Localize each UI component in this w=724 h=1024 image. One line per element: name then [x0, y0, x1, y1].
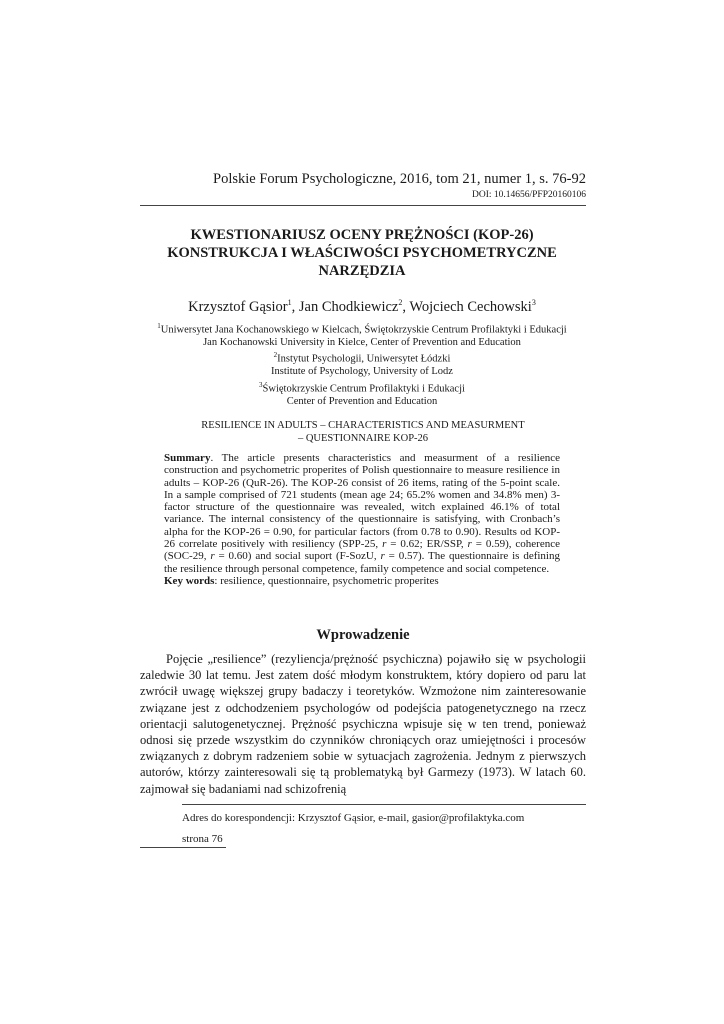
summary-abstract — [164, 452, 560, 587]
affiliations — [120, 320, 604, 408]
keywords: Key words: resilience, questionnaire, psychometric properites — [164, 574, 439, 587]
title-line: KONSTRUKCJA I WŁAŚCIWOŚCI PSYCHOMETRYCZNE — [167, 245, 557, 261]
summary-label: Summary — [164, 452, 211, 464]
title-line: NARZĘDZIA — [318, 263, 406, 279]
body-paragraph: Pojęcie „resilience” (rezyliencja/prężność psychiczna) pojawiło się w psychologii zaledwie 30 lat temu. Jest zatem dość młodym konstruktem, który dopiero od paru lat zwrócił uwagę większej grupy badaczy i teoretyków. Wzmożone nim zainteresowanie związane jest z odchodzeniem psychologów od podejścia patogenetycznego na rzecz orientacji salutogenetycznej. Prężność psychiczna wpisuje się w ten trend, ponieważ odnosi się przede wszystkim do czynników chroniących oraz umiejętności i procesów związanych z dobrym radzeniem sobie w sytuacjach zagrożenia. Jednym z pierwszych autorów, którzy zainteresowali się tą problematyką był Garmezy (1973). W latach 60. zajmował się badaniami nad schizofrenią — [140, 652, 586, 796]
english-title: RESILIENCE IN ADULTS – CHARACTERISTICS AND MEASURMENT – QUESTIONNAIRE KOP-26 — [201, 420, 525, 444]
header-rule — [140, 205, 586, 206]
affiliation-marker: 3 — [531, 298, 536, 307]
article-title — [120, 226, 604, 280]
affiliation-line: $^2$Instytut Psychologii, Uniwersytet Łódzki — [273, 351, 451, 365]
correspondence-note: Adres do korespondencji: Krzysztof Gąsior, e-mail, gasior@profilaktyka.com — [182, 812, 525, 824]
doi: DOI: 10.14656/PFP20160106 — [471, 190, 586, 200]
author: Krzysztof Gąsior$^1$, — [188, 298, 299, 315]
affiliation-line: Institute of Psychology, University of Lodz — [271, 366, 453, 378]
page-number-rule — [140, 847, 226, 848]
keywords-label: Key words — [164, 574, 215, 587]
journal-citation: Polskie Forum Psychologiczne, 2016, tom 21, numer 1, s. 76-92 — [213, 171, 586, 187]
page-number: strona 76 — [182, 833, 223, 845]
summary-text: Summary. The article presents characteristics and measurment of a resilience construction and psychometric properites of Polish questionnaire to measure resilience in adults – KOP-26 (QuR-26). The KOP-26 consist of 26 items, rating of the 5-point scale. In a sample comprised of 721 students (mean age 24; 65.2% women and 34.8% men) 3-factor structure of the questionnaire was revealed, witch explained 46.1% of total variance. The internal consistency of the questionnaire is satisfying, with Cronbach’s alpha for the KOP-26 = 0.90, for particular factors (from 0.78 to 0.90). Results od KOP-26 correlate positively with resiliency (SPP-25, r = 0.62; ER/SSP, r = 0.59), coherence (SOC-29, r = 0.60) and social suport (F-SozU, r = 0.57). The questionnaire is defining the resilience through personal competence, family competence and social competence. — [164, 452, 560, 575]
affiliation-marker: 1 — [287, 298, 292, 307]
title-line: KWESTIONARIUSZ OCENY PRĘŻNOŚCI (KOP-26) — [190, 227, 534, 243]
journal-header — [140, 170, 586, 201]
author-list — [120, 294, 604, 316]
footnote-rule — [182, 804, 586, 805]
affiliation-line: $^1$Uniwersytet Jana Kochanowskiego w Kielcach, Świętokrzyskie Centrum Profilaktyki i Edukacji — [157, 322, 567, 336]
section-heading: Wprowadzenie — [316, 627, 410, 643]
affiliation-line: $^3$Świętokrzyskie Centrum Profilaktyki i Edukacji — [259, 380, 465, 395]
author: Jan Chodkiewicz$^2$, — [298, 298, 410, 315]
affiliation-line: Jan Kochanowski University in Kielce, Center of Prevention and Education — [203, 336, 521, 348]
affiliation-line: Center of Prevention and Education — [286, 395, 438, 407]
affiliation-marker: 2 — [398, 298, 403, 307]
author: Wojciech Cechowski$^3$ — [409, 298, 536, 315]
